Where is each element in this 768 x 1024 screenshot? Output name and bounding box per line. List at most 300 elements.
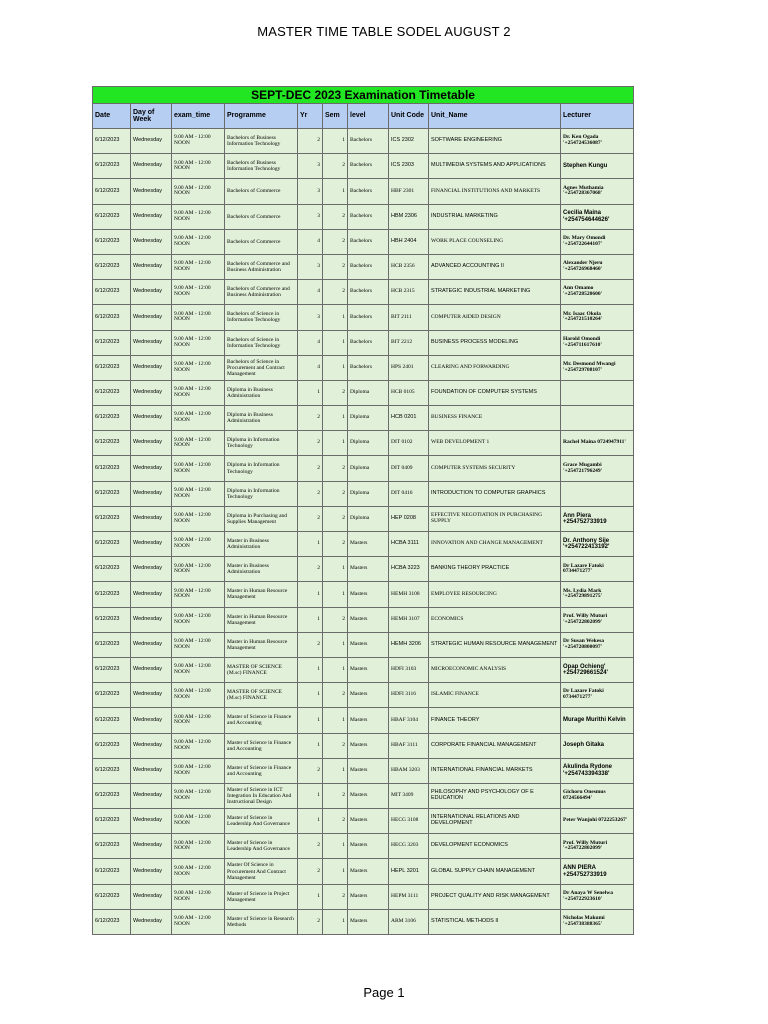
cell-day-of-week: Wednesday [131,355,172,380]
cell-year: 1 [298,532,323,557]
cell-exam-time: 9.00 AM - 12:00 NOON [172,179,225,204]
cell-semester: 1 [323,406,348,431]
exam-timetable [92,86,634,935]
cell-unit-code: DIT 0102 [389,431,429,456]
cell-year: 4 [298,355,323,380]
cell-year: 2 [298,431,323,456]
cell-programme: Master in Human Resource Management [225,632,298,657]
cell-semester: 2 [323,809,348,834]
cell-level: Diploma [348,406,389,431]
cell-programme: Diploma in Purchasing and Supplies Management [225,506,298,531]
cell-date: 6/12/2023 [93,557,131,582]
cell-level: Masters [348,758,389,783]
cell-year: 1 [298,657,323,682]
timetable-body [93,129,634,935]
cell-semester: 1 [323,657,348,682]
cell-lecturer: Ann Piera +254752733919 [561,506,634,531]
table-row [93,834,634,859]
cell-level: Bachelors [348,129,389,154]
cell-exam-time: 9.00 AM - 12:00 NOON [172,733,225,758]
cell-lecturer: Prof. Willy Muturi '+254722802099' [561,834,634,859]
cell-day-of-week: Wednesday [131,758,172,783]
header-date: Date [93,104,131,129]
cell-date: 6/12/2023 [93,129,131,154]
cell-programme: Diploma in Business Administration [225,380,298,405]
table-row [93,305,634,330]
cell-exam-time: 9.00 AM - 12:00 NOON [172,456,225,481]
cell-day-of-week: Wednesday [131,406,172,431]
table-row [93,481,634,506]
cell-exam-time: 9.00 AM - 12:00 NOON [172,330,225,355]
cell-semester: 2 [323,783,348,808]
cell-year: 1 [298,884,323,909]
header-programme: Programme [225,104,298,129]
cell-date: 6/12/2023 [93,733,131,758]
cell-programme: Master of Science in Leadership And Governance [225,809,298,834]
table-row [93,431,634,456]
cell-day-of-week: Wednesday [131,280,172,305]
cell-exam-time: 9.00 AM - 12:00 NOON [172,204,225,229]
cell-day-of-week: Wednesday [131,204,172,229]
cell-year: 3 [298,305,323,330]
cell-exam-time: 9.00 AM - 12:00 NOON [172,834,225,859]
table-row [93,380,634,405]
cell-semester: 2 [323,884,348,909]
cell-programme: Master in Business Administration [225,557,298,582]
cell-programme: Master Of Science in Procurement And Contract Management [225,859,298,884]
cell-semester: 1 [323,330,348,355]
cell-lecturer: ANN PIERA +254752733919 [561,859,634,884]
cell-day-of-week: Wednesday [131,380,172,405]
table-row [93,859,634,884]
cell-programme: Master of Science in Research Methods [225,909,298,934]
cell-lecturer: Cecilia Maina '+254754644626' [561,204,634,229]
cell-exam-time: 9.00 AM - 12:00 NOON [172,708,225,733]
cell-exam-time: 9.00 AM - 12:00 NOON [172,154,225,179]
cell-semester: 1 [323,431,348,456]
cell-exam-time: 9.00 AM - 12:00 NOON [172,557,225,582]
cell-unit-name: INDUSTRIAL MARKETING [429,204,561,229]
cell-programme: MASTER OF SCIENCE (M.sc) FINANCE [225,657,298,682]
cell-year: 4 [298,229,323,254]
cell-date: 6/12/2023 [93,506,131,531]
table-row [93,229,634,254]
cell-programme: Master of Science in Finance and Accounting [225,758,298,783]
cell-unit-name: INTERNATIONAL FINANCIAL MARKETS [429,758,561,783]
cell-lecturer: Dr. Mary Omondi '+254722644107' [561,229,634,254]
cell-unit-code: HCB 0105 [389,380,429,405]
header-lecturer: Lecturer [561,104,634,129]
cell-date: 6/12/2023 [93,254,131,279]
table-row [93,280,634,305]
table-row [93,733,634,758]
cell-day-of-week: Wednesday [131,254,172,279]
page-number: Page 1 [363,985,405,1000]
cell-level: Diploma [348,481,389,506]
cell-date: 6/12/2023 [93,657,131,682]
cell-unit-name: GLOBAL SUPPLY CHAIN MANAGEMENT [429,859,561,884]
cell-semester: 2 [323,229,348,254]
cell-day-of-week: Wednesday [131,557,172,582]
cell-programme: Bachelors of Business Information Technology [225,154,298,179]
cell-unit-code: HBH 2404 [389,229,429,254]
cell-lecturer: Prof. Willy Muturi '+254722802099' [561,607,634,632]
cell-day-of-week: Wednesday [131,481,172,506]
cell-date: 6/12/2023 [93,783,131,808]
cell-level: Bachelors [348,154,389,179]
cell-semester: 2 [323,254,348,279]
cell-unit-code: HCBA 3223 [389,557,429,582]
cell-lecturer [561,380,634,405]
cell-date: 6/12/2023 [93,683,131,708]
cell-lecturer: Akulinda Rydone '+254743394338' [561,758,634,783]
table-row [93,154,634,179]
cell-programme: Diploma in Information Technology [225,456,298,481]
cell-level: Bachelors [348,330,389,355]
table-row [93,532,634,557]
timetable-banner: SEPT-DEC 2023 Examination Timetable [93,87,634,104]
cell-date: 6/12/2023 [93,431,131,456]
cell-day-of-week: Wednesday [131,154,172,179]
table-row [93,632,634,657]
cell-day-of-week: Wednesday [131,582,172,607]
table-row [93,355,634,380]
table-row [93,506,634,531]
cell-year: 2 [298,758,323,783]
cell-date: 6/12/2023 [93,280,131,305]
table-row [93,683,634,708]
cell-programme: Master of Science in Project Management [225,884,298,909]
table-row [93,406,634,431]
cell-programme: Bachelors of Commerce [225,229,298,254]
cell-unit-code: HEPL 3201 [389,859,429,884]
cell-lecturer: Dr. Anthony Sije '+254722413192' [561,532,634,557]
cell-lecturer: Gichoru Onesmus 0724566494' [561,783,634,808]
cell-day-of-week: Wednesday [131,657,172,682]
cell-unit-name: BUSINESS FINANCE [429,406,561,431]
cell-unit-code: DIT 0416 [389,481,429,506]
cell-programme: Bachelors of Commerce [225,204,298,229]
cell-exam-time: 9.00 AM - 12:00 NOON [172,909,225,934]
cell-semester: 1 [323,909,348,934]
cell-semester: 1 [323,305,348,330]
cell-lecturer: Dr Lazare Fatoki 0734471277' [561,557,634,582]
cell-lecturer: Dr. Ken Ogada '+254724536087' [561,129,634,154]
table-row [93,129,634,154]
cell-unit-code: HEP 0208 [389,506,429,531]
cell-lecturer: Agnes Muthamia '+254728367068' [561,179,634,204]
cell-year: 2 [298,834,323,859]
cell-exam-time: 9.00 AM - 12:00 NOON [172,758,225,783]
table-row [93,758,634,783]
cell-day-of-week: Wednesday [131,179,172,204]
cell-lecturer: Mr. Desmond Mwangi '+254729708107' [561,355,634,380]
cell-date: 6/12/2023 [93,607,131,632]
cell-unit-code: HCB 2315 [389,280,429,305]
cell-lecturer: Ms. Lydia Mark '+254729891275' [561,582,634,607]
cell-unit-code: HPS 2401 [389,355,429,380]
cell-semester: 2 [323,456,348,481]
cell-programme: Bachelors of Commerce and Business Administration [225,280,298,305]
cell-day-of-week: Wednesday [131,129,172,154]
cell-level: Masters [348,607,389,632]
cell-day-of-week: Wednesday [131,456,172,481]
cell-date: 6/12/2023 [93,380,131,405]
cell-year: 3 [298,154,323,179]
cell-unit-name: CORPORATE FINANCIAL MANAGEMENT [429,733,561,758]
cell-day-of-week: Wednesday [131,431,172,456]
cell-unit-code: HECG 3203 [389,834,429,859]
cell-level: Diploma [348,456,389,481]
cell-exam-time: 9.00 AM - 12:00 NOON [172,884,225,909]
cell-semester: 2 [323,380,348,405]
table-row [93,330,634,355]
cell-level: Masters [348,557,389,582]
cell-year: 2 [298,506,323,531]
cell-semester: 1 [323,582,348,607]
cell-day-of-week: Wednesday [131,909,172,934]
table-row [93,708,634,733]
table-row [93,204,634,229]
cell-unit-name: COMPUTER AIDED DESIGN [429,305,561,330]
cell-unit-code: HBF 2301 [389,179,429,204]
cell-unit-name: ECONOMICS [429,607,561,632]
cell-year: 2 [298,481,323,506]
cell-unit-code: HBAM 3203 [389,758,429,783]
cell-programme: Bachelors of Business Information Technology [225,129,298,154]
cell-unit-code: DIT 0409 [389,456,429,481]
cell-year: 1 [298,683,323,708]
cell-programme: Bachelors of Science in Information Technology [225,330,298,355]
cell-day-of-week: Wednesday [131,532,172,557]
cell-exam-time: 9.00 AM - 12:00 NOON [172,380,225,405]
cell-level: Masters [348,632,389,657]
cell-date: 6/12/2023 [93,355,131,380]
cell-year: 2 [298,632,323,657]
cell-level: Masters [348,532,389,557]
cell-unit-code: ICS 2303 [389,154,429,179]
cell-programme: Master in Human Resource Management [225,582,298,607]
cell-year: 2 [298,406,323,431]
cell-year: 1 [298,380,323,405]
header-year: Yr [298,104,323,129]
cell-programme: Master of Science in Leadership And Governance [225,834,298,859]
cell-unit-code: HEMH 3108 [389,582,429,607]
cell-semester: 2 [323,733,348,758]
cell-date: 6/12/2023 [93,481,131,506]
cell-unit-code: HEPM 3111 [389,884,429,909]
cell-exam-time: 9.00 AM - 12:00 NOON [172,254,225,279]
cell-lecturer: Rachel Maina 0724947911' [561,431,634,456]
cell-exam-time: 9.00 AM - 12:00 NOON [172,532,225,557]
cell-exam-time: 9.00 AM - 12:00 NOON [172,305,225,330]
cell-year: 2 [298,859,323,884]
cell-unit-name: WEB DEVELOPMENT 1 [429,431,561,456]
cell-semester: 2 [323,204,348,229]
cell-unit-name: BANKING THEORY PRACTICE [429,557,561,582]
cell-programme: Diploma in Information Technology [225,431,298,456]
table-row [93,607,634,632]
cell-unit-name: EFFECTIVE NEGOTIATION IN PURCHASING SUPPLY [429,506,561,531]
cell-unit-name: INNOVATION AND CHANGE MANAGEMENT [429,532,561,557]
cell-date: 6/12/2023 [93,305,131,330]
cell-unit-name: STRATEGIC HUMAN RESOURCE MANAGEMENT [429,632,561,657]
cell-unit-name: EMPLOYEE RESOURCING [429,582,561,607]
cell-lecturer: Peter Wanjohi 0722253267' [561,809,634,834]
cell-date: 6/12/2023 [93,809,131,834]
cell-date: 6/12/2023 [93,229,131,254]
cell-exam-time: 9.00 AM - 12:00 NOON [172,683,225,708]
cell-unit-code: HCB 2356 [389,254,429,279]
cell-programme: Master of Science in ICT Integration In Education And Instructional Design [225,783,298,808]
cell-lecturer: Dr Lazare Fatoki 0734471277' [561,683,634,708]
cell-date: 6/12/2023 [93,406,131,431]
cell-day-of-week: Wednesday [131,708,172,733]
cell-level: Bachelors [348,179,389,204]
cell-unit-name: STRATEGIC INDUSTRIAL MARKETING [429,280,561,305]
cell-semester: 2 [323,280,348,305]
cell-date: 6/12/2023 [93,532,131,557]
cell-unit-name: MULTIMEDIA SYSTEMS AND APPLICATIONS [429,154,561,179]
table-row [93,809,634,834]
cell-lecturer: Murage Murithi Kelvin [561,708,634,733]
cell-level: Masters [348,783,389,808]
cell-day-of-week: Wednesday [131,330,172,355]
column-header-row [93,104,634,129]
cell-level: Diploma [348,380,389,405]
cell-unit-code: ICS 2302 [389,129,429,154]
cell-programme: Bachelors of Commerce [225,179,298,204]
cell-year: 1 [298,733,323,758]
cell-date: 6/12/2023 [93,204,131,229]
cell-programme: Master of Science in Finance and Accounting [225,733,298,758]
cell-level: Bachelors [348,229,389,254]
table-row [93,909,634,934]
cell-exam-time: 9.00 AM - 12:00 NOON [172,506,225,531]
header-unit-code: Unit Code [389,104,429,129]
cell-level: Bachelors [348,305,389,330]
cell-lecturer: Stephen Kungu [561,154,634,179]
cell-exam-time: 9.00 AM - 12:00 NOON [172,355,225,380]
cell-exam-time: 9.00 AM - 12:00 NOON [172,406,225,431]
cell-unit-name: INTERNATIONAL RELATIONS AND DEVELOPMENT [429,809,561,834]
cell-level: Diploma [348,506,389,531]
cell-day-of-week: Wednesday [131,783,172,808]
cell-semester: 1 [323,129,348,154]
cell-day-of-week: Wednesday [131,506,172,531]
header-semester: Sem [323,104,348,129]
cell-year: 3 [298,254,323,279]
cell-year: 2 [298,909,323,934]
cell-lecturer: Dr Anaya W Senelwa '+254722923610' [561,884,634,909]
cell-exam-time: 9.00 AM - 12:00 NOON [172,129,225,154]
cell-exam-time: 9.00 AM - 12:00 NOON [172,607,225,632]
cell-programme: Bachelors of Commerce and Business Administration [225,254,298,279]
cell-unit-code: HBAF 3104 [389,708,429,733]
cell-unit-name: COMPUTER SYSTEMS SECURITY [429,456,561,481]
table-row [93,884,634,909]
cell-semester: 1 [323,179,348,204]
table-row [93,783,634,808]
cell-lecturer: Harold Omondi '+254711617610' [561,330,634,355]
cell-level: Masters [348,708,389,733]
cell-exam-time: 9.00 AM - 12:00 NOON [172,431,225,456]
cell-programme: Master of Science in Finance and Accounting [225,708,298,733]
cell-unit-name: STATISTICAL METHODS II [429,909,561,934]
cell-day-of-week: Wednesday [131,884,172,909]
table-row [93,657,634,682]
cell-unit-code: ARM 3106 [389,909,429,934]
cell-unit-code: BIT 2111 [389,305,429,330]
cell-day-of-week: Wednesday [131,607,172,632]
cell-unit-code: MIT 3409 [389,783,429,808]
cell-level: Masters [348,834,389,859]
cell-unit-name: SOFTWARE ENGINEERING [429,129,561,154]
cell-unit-name: ADVANCED ACCOUNTING II [429,254,561,279]
cell-year: 4 [298,280,323,305]
cell-unit-code: BIT 2212 [389,330,429,355]
cell-exam-time: 9.00 AM - 12:00 NOON [172,582,225,607]
cell-date: 6/12/2023 [93,179,131,204]
cell-date: 6/12/2023 [93,632,131,657]
cell-year: 2 [298,456,323,481]
cell-day-of-week: Wednesday [131,834,172,859]
cell-semester: 1 [323,632,348,657]
cell-semester: 2 [323,154,348,179]
cell-level: Masters [348,657,389,682]
cell-unit-code: HBM 2306 [389,204,429,229]
cell-day-of-week: Wednesday [131,305,172,330]
cell-year: 3 [298,204,323,229]
cell-semester: 1 [323,758,348,783]
table-row [93,179,634,204]
cell-programme: Bachelors of Science in Procurement and Contract Management [225,355,298,380]
cell-year: 1 [298,582,323,607]
cell-day-of-week: Wednesday [131,229,172,254]
cell-level: Masters [348,582,389,607]
cell-programme: Master in Human Resource Management [225,607,298,632]
cell-unit-code: HEMH 3206 [389,632,429,657]
cell-level: Bachelors [348,204,389,229]
cell-level: Bachelors [348,355,389,380]
cell-unit-name: CLEARING AND FORWARDING [429,355,561,380]
cell-level: Masters [348,809,389,834]
cell-semester: 2 [323,607,348,632]
cell-lecturer: Joseph Gitaka [561,733,634,758]
cell-unit-name: BUSINESS PROCESS MODELING [429,330,561,355]
cell-semester: 1 [323,557,348,582]
table-row [93,582,634,607]
cell-semester: 1 [323,834,348,859]
cell-day-of-week: Wednesday [131,632,172,657]
cell-level: Masters [348,909,389,934]
cell-semester: 2 [323,683,348,708]
table-row [93,557,634,582]
table-row [93,254,634,279]
cell-unit-code: HCBA 3111 [389,532,429,557]
cell-day-of-week: Wednesday [131,733,172,758]
cell-unit-name: FINANCE THEORY [429,708,561,733]
cell-lecturer: Dr Susan Wekesa '+254720800097' [561,632,634,657]
cell-level: Masters [348,733,389,758]
cell-programme: Diploma in Business Administration [225,406,298,431]
table-row [93,456,634,481]
cell-lecturer [561,481,634,506]
cell-unit-name: DEVELOPMENT ECONOMICS [429,834,561,859]
cell-programme: Diploma in Information Technology [225,481,298,506]
cell-level: Masters [348,884,389,909]
cell-exam-time: 9.00 AM - 12:00 NOON [172,809,225,834]
